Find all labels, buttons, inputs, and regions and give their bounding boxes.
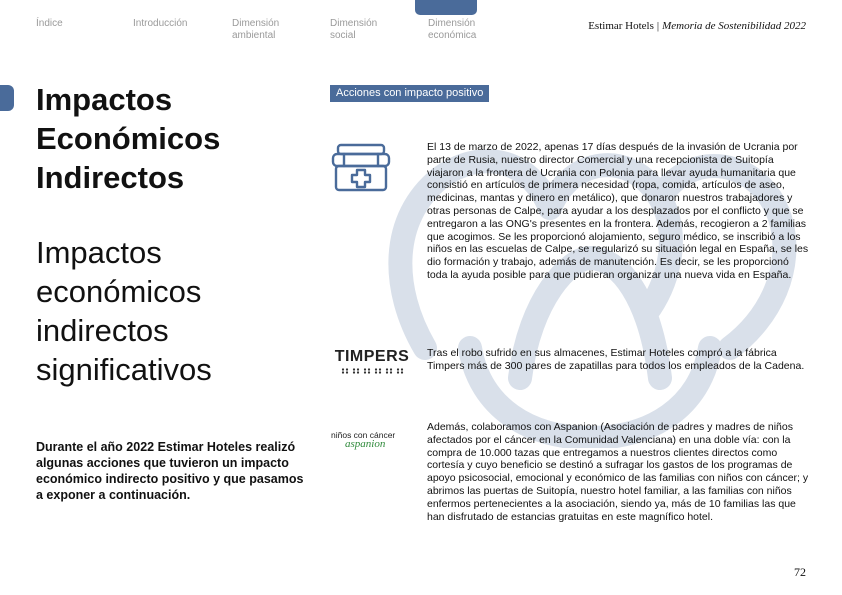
- aspanion-logo-line2: aspanion: [345, 438, 386, 450]
- aspanion-logo-line1: niños con cáncer: [331, 430, 396, 440]
- brand-subtitle: Memoria de Sostenibilidad 2022: [662, 20, 806, 32]
- nav-item-dimension-economica[interactable]: Dimensión económica: [428, 18, 477, 41]
- page-title: Impactos Económicos Indirectos: [36, 82, 221, 195]
- page-number: 72: [794, 565, 806, 579]
- nav-item-introduccion[interactable]: Introducción: [133, 18, 188, 29]
- timpers-logo-text: TIMPERS: [334, 348, 410, 365]
- nav-item-indice[interactable]: Índice: [36, 18, 63, 29]
- page-subtitle: Impactos económicos indirectos significativos: [36, 235, 212, 387]
- section-marker: [0, 85, 14, 111]
- top-navigation: [0, 0, 842, 48]
- nav-item-dimension-ambiental[interactable]: Dimensión ambiental: [232, 18, 280, 41]
- aspanion-logo: [331, 430, 417, 450]
- brand-header: [588, 20, 806, 32]
- nav-item-dimension-social[interactable]: Dimensión social: [330, 18, 378, 41]
- section-tag: Acciones con impacto positivo: [330, 85, 489, 102]
- entry-ukraine-text: El 13 de marzo de 2022, apenas 17 días después de la invasión de Ucrania por parte de Rusia, nuestro director Comercial y una recepcionista de Suitopía viajaron a la frontera de Ucrania con Polonia para llevar ayuda humanitaria que consistió en artículos de primera necesidad (ropa, comida, artículos de aseo, medicinas, mantas y dinero en metálico), que donaron nuestros trabajadores y otras personas de Calpe, para ayudar a los desplazados por el conflicto y que se entregaron a las ONG's presentes en la frontera. Además, recogieron a 2 familias que acogimos. Se les proporcionó alojamiento, seguro médico, se inscribió a los niños en las escuelas de Calpe, se regularizó su situación legal en España, se les dio formación y trabajo, además de manutención. Es decir, se les proporcionó toda la ayuda posible para que pudieran organizar una nueva vida en España.: [427, 141, 809, 281]
- entry-aspanion-text: Además, colaboramos con Aspanion (Asociación de padres y madres de niños afectados por el cáncer en la Comunidad Valenciana) en una doble vía: con la compra de 10.000 tazas que entregamos a nuestros clientes directos como cortesía y cuyo beneficio se destinó a sufragar los gastos de los programas de apoyo psicosocial, emocional y económico de las familias con niños con cáncer; y abrimos las puertas de Suitopía, nuestro hotel familiar, a las familias con niños enfermos pertenecientes a la asociación, siendo ya, más de 10 familias las que han disfrutado de estancias gratuitas en este magnífico hotel.: [427, 421, 809, 523]
- first-aid-kit-icon: [330, 142, 392, 194]
- timpers-logo: [334, 348, 410, 374]
- brand-name: Estimar Hotels: [588, 20, 654, 32]
- entry-timpers-text: Tras el robo sufrido en sus almacenes, Estimar Hoteles compró a la fábrica Timpers más de 300 pares de zapatillas para todos los empleados de la Cadena.: [427, 347, 805, 372]
- brand-separator: |: [656, 20, 660, 32]
- braille-dots-icon: [334, 368, 410, 374]
- active-tab-indicator: [415, 0, 477, 15]
- intro-paragraph: Durante el año 2022 Estimar Hoteles realizó algunas acciones que tuvieron un impacto económico indirecto positivo y que pasamos a exponer a continuación.: [36, 440, 304, 502]
